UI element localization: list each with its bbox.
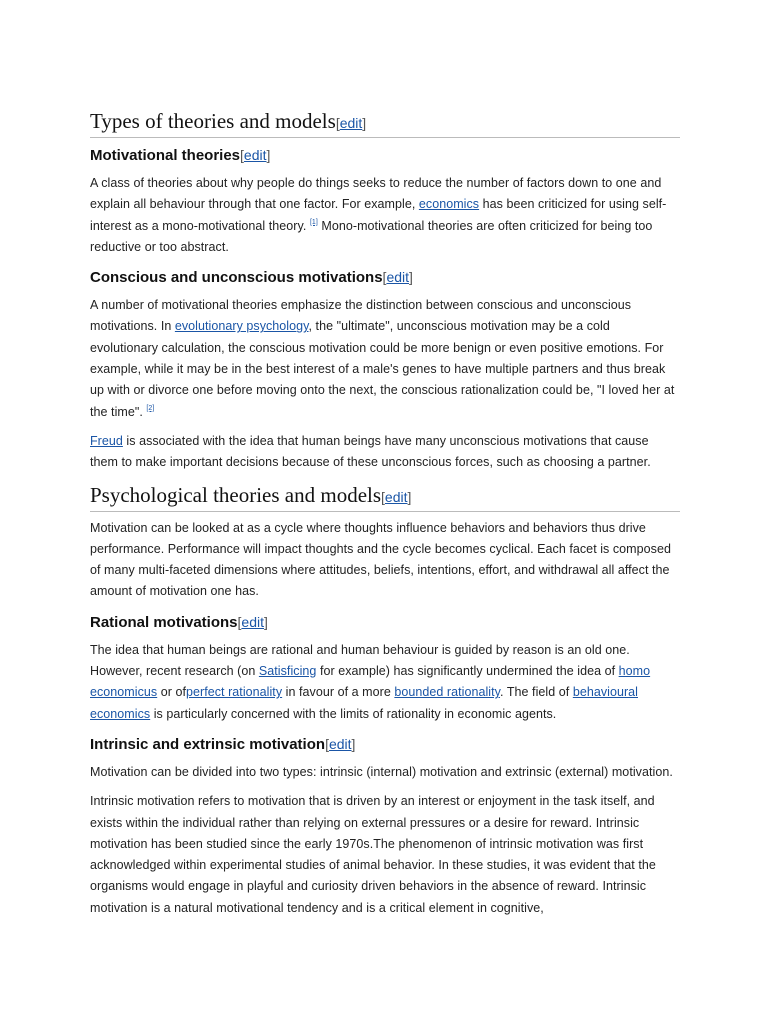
- edit-link[interactable]: edit: [384, 488, 408, 505]
- edit-section-link-container: [edit]: [335, 115, 367, 131]
- heading-conscious-unconscious: [90, 266, 680, 289]
- paragraph: [90, 295, 680, 423]
- edit-link[interactable]: edit: [241, 613, 264, 630]
- edit-section-link-container: [edit]: [325, 735, 356, 752]
- edit-link[interactable]: edit: [386, 269, 410, 286]
- text-run: The idea that human beings are rational and human behaviour is guided by reason is an old one. However, recent research (on: [90, 642, 630, 679]
- paragraph: [90, 640, 680, 725]
- link-homo-economicus[interactable]: homo economicus: [90, 664, 651, 700]
- edit-link[interactable]: edit: [243, 147, 267, 163]
- citation-ref: [310, 219, 318, 226]
- citation-link[interactable]: [1]: [309, 218, 318, 226]
- text-run: , the "ultimate", unconscious motivation may be a cold evolutionary calculation, the conscious motivation could be more benign or even positive emotions. For example, while it may be in the best interest of a male's genes to have multiple partners and thus break up with or divorce one before moving onto the next, the conscious rationalization could be, "I loved her at the time".: [90, 319, 675, 419]
- heading-text: Psychological theories and models: [90, 482, 382, 507]
- citation-ref: [146, 405, 154, 412]
- heading-text: Intrinsic and extrinsic motivation: [90, 735, 326, 753]
- paragraph: [90, 431, 680, 474]
- citation-link[interactable]: [2]: [146, 404, 155, 412]
- edit-section-link-container: [edit]: [382, 269, 413, 286]
- text-run: for example) has significantly undermined the idea of: [316, 664, 619, 679]
- heading-motivational-theories: [90, 144, 680, 167]
- text-run: A number of motivational theories emphasize the distinction between conscious and unconscious motivations. In: [90, 298, 632, 334]
- link-bounded-rationality[interactable]: bounded rationality: [394, 685, 501, 700]
- edit-link[interactable]: edit: [328, 735, 352, 752]
- paragraph: Intrinsic motivation refers to motivation that is driven by an interest or enjoyment in the task itself, and exists within the individual rather than relying on external pressures or a desire for reward. Intrinsic motivation has been studied since the early 1970s.The phenomenon of intrinsic motivation was first acknowledged within experimental studies of animal behavior. In these studies, it was evident that the organisms would engage in playful and curiosity driven behaviors in the absence of reward. Intrinsic motivation is a natural motivational tendency and is a critical element in cognitive,: [90, 794, 656, 915]
- text-run: is particularly concerned with the limits of rationality in economic agents.: [150, 706, 557, 721]
- text-run: has been criticized for using self-interest as a mono-motivational theory.: [90, 197, 667, 233]
- heading-intrinsic-extrinsic: [90, 733, 680, 756]
- link-satisficing[interactable]: Satisficing: [258, 664, 317, 679]
- link-economics[interactable]: economics: [418, 197, 480, 212]
- heading-text: Motivational theories: [90, 147, 241, 164]
- edit-section-link-container: [edit]: [240, 147, 271, 163]
- heading-text: Conscious and unconscious motivations: [90, 269, 383, 287]
- edit-section-link-container: [edit]: [381, 488, 412, 505]
- text-run: A class of theories about why people do things seeks to reduce the number of factors down to one and explain all behaviour through that one factor. For example,: [90, 176, 662, 212]
- text-run: is associated with the idea that human beings have many unconscious motivations that cause them to make important decisions because of these unconscious forces, such as choosing a partner.: [90, 433, 651, 470]
- heading-rational-motivations: [90, 611, 680, 634]
- heading-text: Types of theories and models: [90, 109, 336, 133]
- edit-section-link-container: [edit]: [237, 613, 268, 630]
- heading-psychological-theories: [90, 482, 680, 512]
- link-evolutionary-psychology[interactable]: evolutionary psychology: [174, 319, 309, 334]
- article-body: [90, 108, 680, 927]
- link-behavioural-economics[interactable]: behavioural economics: [90, 685, 638, 721]
- text-run: in favour of a more: [282, 685, 395, 700]
- edit-link[interactable]: edit: [339, 115, 363, 131]
- heading-text: Rational motivations: [90, 613, 238, 631]
- link-freud[interactable]: Freud: [90, 433, 123, 448]
- paragraph: [90, 173, 680, 258]
- link-perfect-rationality[interactable]: perfect rationality: [186, 685, 283, 700]
- paragraph: Motivation can be looked at as a cycle where thoughts influence behaviors and behaviors thus drive performance. Performance will impact thoughts and the cycle becomes cyclical. Each facet is composed of many multi-faceted dimensions where attitudes, beliefs, intentions, effort, and withdrawal all affect the amount of motivation one has.: [90, 520, 671, 599]
- text-run: or of: [157, 685, 186, 700]
- text-run: Mono-motivational theories are often criticized for being too reductive or too abstract.: [90, 218, 653, 254]
- paragraph: Motivation can be divided into two types: intrinsic (internal) motivation and extrinsic (external) motivation.: [90, 764, 673, 779]
- text-run: . The field of: [500, 685, 573, 700]
- heading-types-of-theories: [90, 108, 680, 138]
